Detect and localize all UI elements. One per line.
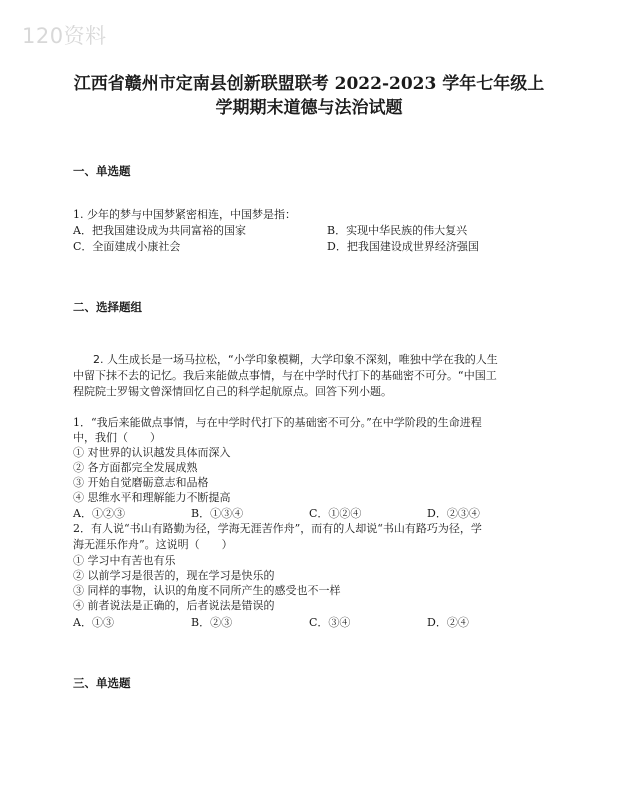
subquestion-1-stem-line-1: 1．“我后来能做点事情，与在中学时代打下的基础密不可分。”在中学阶段的生命进程 [73, 416, 482, 429]
subquestion-2-option-d: D．②④ [427, 616, 469, 629]
subquestion-2-option-c: C．③④ [309, 616, 351, 629]
question-1-options-row-2 [73, 238, 553, 253]
subquestion-2-option-b: B．②③ [191, 616, 233, 629]
subquestion-2-item-2: ② 以前学习是很苦的，现在学习是快乐的 [73, 569, 275, 582]
subquestion-2-option-a: A．①③ [73, 616, 114, 629]
section-heading-question-group: 二、选择题组 [73, 300, 142, 314]
subquestion-1-item-4: ④ 思维水平和理解能力不断提高 [73, 491, 231, 504]
question-group-stem [73, 352, 553, 400]
subquestion-1-option-b: B．①③④ [191, 507, 244, 520]
group-stem-line-1: 2. 人生成长是一场马拉松，“小学印象模糊，大学印象不深刻，唯独中学在我的人生 [93, 353, 498, 366]
subquestion-1-item-2: ② 各方面都完全发展成熟 [73, 461, 198, 474]
subquestion-2-item-3: ③ 同样的事物，认识的角度不同所产生的感受也不一样 [73, 584, 341, 597]
subquestion-1-option-a: A．①②③ [73, 507, 125, 520]
subquestion-2-item-1: ① 学习中有苦也有乐 [73, 554, 176, 567]
subquestion-2-stem-line-2: 海无涯乐作舟”。这说明（ ） [73, 538, 233, 551]
subquestion-1-item-3: ③ 开始自觉磨砺意志和品格 [73, 476, 209, 489]
subquestion-2-stem-line-1: 2．有人说“书山有路勤为径，学海无涯苦作舟”，而有的人却说“书山有路巧为径，学 [73, 522, 482, 535]
page-title [60, 72, 558, 120]
title-line-1: 江西省赣州市定南县创新联盟联考 2022-2023 学年七年级上 [73, 74, 545, 94]
subquestion-2-item-4: ④ 前者说法是正确的，后者说法是错误的 [73, 599, 275, 612]
watermark-logo: 120资料 [22, 24, 107, 48]
question-1-options-row-1 [73, 222, 553, 237]
question-1-option-c: C．全面建成小康社会 [73, 240, 181, 253]
subquestion-1-option-c: C．①②④ [309, 507, 362, 520]
group-stem-line-3: 程院院士罗锡文曾深情回忆自己的科学起航原点。回答下列小题。 [73, 385, 392, 398]
question-1-option-d: D．把我国建设成世界经济强国 [327, 240, 479, 253]
question-1-option-b: B．实现中华民族的伟大复兴 [327, 224, 468, 237]
title-line-2: 学期期末道德与法治试题 [215, 98, 403, 118]
question-1-option-a: A．把我国建设成为共同富裕的国家 [73, 224, 246, 237]
section-heading-single-choice: 一、单选题 [73, 164, 131, 178]
question-1-stem: 1. 少年的梦与中国梦紧密相连，中国梦是指： [73, 208, 296, 221]
subquestion-1-item-1: ① 对世界的认识越发具体而深入 [73, 446, 231, 459]
section-heading-single-choice-3: 三、单选题 [73, 676, 131, 690]
group-stem-line-2: 中留下抹不去的记忆。我后来能做点事情，与在中学时代打下的基础密不可分。“中国工 [73, 369, 497, 382]
subquestion-1-options [73, 505, 553, 520]
subquestion-1-option-d: D．②③④ [427, 507, 480, 520]
subquestion-2-options [73, 614, 553, 629]
subquestion-1-stem-line-2: 中，我们（ ） [73, 431, 161, 444]
